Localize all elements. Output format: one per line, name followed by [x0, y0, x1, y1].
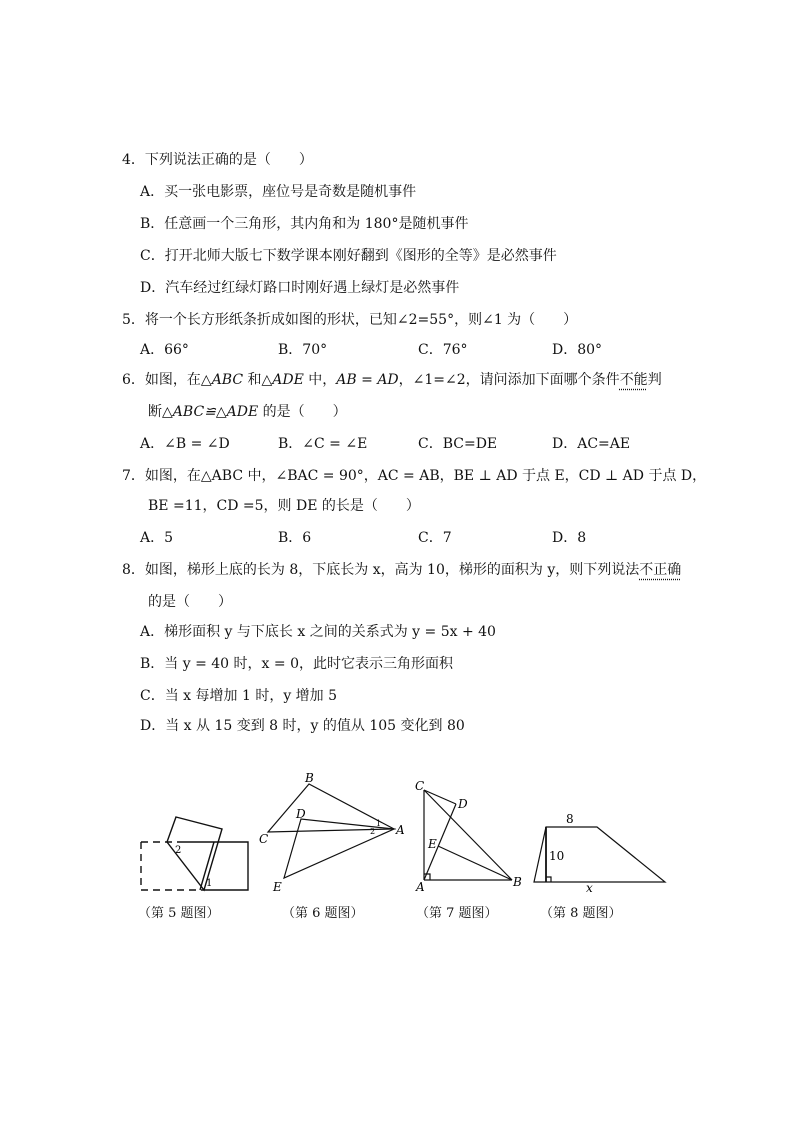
- question-5-stem: 5．将一个长方形纸条折成如图的形状，已知∠2=55°，则∠1 为（ ）: [122, 312, 578, 328]
- fig7-line-cd: [424, 790, 456, 804]
- fig7-line-be: [438, 846, 512, 880]
- figure-5: [141, 817, 248, 890]
- question-4-option-d: D．汽车经过红绿灯路口时刚好遇上绿灯是必然事件: [140, 280, 460, 296]
- fig8-label-bottom: x: [586, 881, 593, 895]
- fig6-label-d: D: [296, 807, 306, 821]
- question-5-option-b: B．70°: [278, 342, 328, 358]
- fig6-label-e: E: [273, 880, 282, 894]
- figure-6: [268, 784, 394, 878]
- fig6-label-1: 1: [376, 819, 382, 828]
- question-8-continuation: 的是（ ）: [148, 594, 232, 610]
- fig7-label-b: B: [513, 875, 522, 889]
- fig5-strip-outline: [178, 842, 248, 890]
- fig6-label-a: A: [396, 823, 405, 837]
- question-4-option-b: B．任意画一个三角形，其内角和为 180°是随机事件: [140, 216, 469, 232]
- question-7-option-a: A．5: [140, 530, 174, 546]
- question-7-stem: 7．如图，在△ABC 中，∠BAC = 90°，AC = AB，BE ⊥ AD 于点 E，CD ⊥ AD 于点 D，: [122, 468, 707, 484]
- question-7-option-d: D．8: [552, 530, 587, 546]
- question-6-stem: 6．如图，在△ABC 和△ADE 中，AB = AD，∠1=∠2，请问添加下面哪个条件不能判: [122, 372, 662, 388]
- question-8-emphasis: 不正确: [639, 562, 682, 578]
- fig6-label-2: 2: [370, 827, 376, 836]
- question-6-emphasis: 不能: [619, 372, 648, 388]
- question-5-option-c: C．76°: [418, 342, 468, 358]
- question-6-continuation: 断△ABC≌△ADE 的是（ ）: [148, 404, 347, 420]
- fig6-label-b: B: [305, 771, 314, 785]
- question-8-option-b: B．当 y = 40 时，x = 0，此时它表示三角形面积: [140, 656, 453, 672]
- fig5-label-2: 2: [175, 845, 182, 856]
- fig6-label-c: C: [259, 832, 269, 846]
- question-4-option-c: C．打开北师大版七下数学课本刚好翻到《图形的全等》是必然事件: [140, 248, 557, 264]
- question-7-continuation: BE =11，CD =5，则 DE 的长是（ ）: [148, 498, 420, 514]
- fig7-label-a: A: [416, 880, 425, 894]
- question-5-option-a: A．66°: [140, 342, 189, 358]
- question-6-option-c: C．BC=DE: [418, 436, 498, 452]
- fig7-label-c: C: [415, 779, 425, 793]
- question-7-option-c: C．7: [418, 530, 452, 546]
- fig7-side-cb: [424, 790, 512, 880]
- question-8-stem: 8．如图，梯形上底的长为 8，下底长为 x，高为 10，梯形的面积为 y，则下列说法不正确: [122, 562, 682, 578]
- figure-7-caption: （第 7 题图）: [416, 906, 498, 921]
- question-7-option-b: B．6: [278, 530, 312, 546]
- figure-5-caption: （第 5 题图）: [138, 906, 220, 921]
- question-6-option-a: A．∠B = ∠D: [140, 436, 230, 452]
- figure-8-caption: （第 8 题图）: [540, 906, 622, 921]
- question-6-option-d: D．AC=AE: [552, 436, 631, 452]
- fig7-label-d: D: [458, 797, 468, 811]
- question-8-option-a: A．梯形面积 y 与下底长 x 之间的关系式为 y = 5x + 40: [140, 624, 496, 640]
- fig7-label-e: E: [428, 837, 437, 851]
- figure-6-caption: （第 6 题图）: [282, 906, 364, 921]
- question-8-option-d: D．当 x 从 15 变到 8 时，y 的值从 105 变化到 80: [140, 718, 465, 734]
- fig8-label-height: 10: [549, 849, 565, 863]
- question-5-option-d: D．80°: [552, 342, 603, 358]
- question-6-option-b: B．∠C = ∠E: [278, 436, 368, 452]
- fig5-label-1: 1: [206, 878, 213, 889]
- question-8-option-c: C．当 x 每增加 1 时，y 增加 5: [140, 688, 338, 704]
- figure-7: [424, 790, 512, 880]
- fig8-label-top: 8: [566, 812, 574, 826]
- question-4-option-a: A．买一张电影票，座位号是奇数是随机事件: [140, 184, 417, 200]
- question-4-stem: 4．下列说法正确的是（ ）: [122, 152, 313, 168]
